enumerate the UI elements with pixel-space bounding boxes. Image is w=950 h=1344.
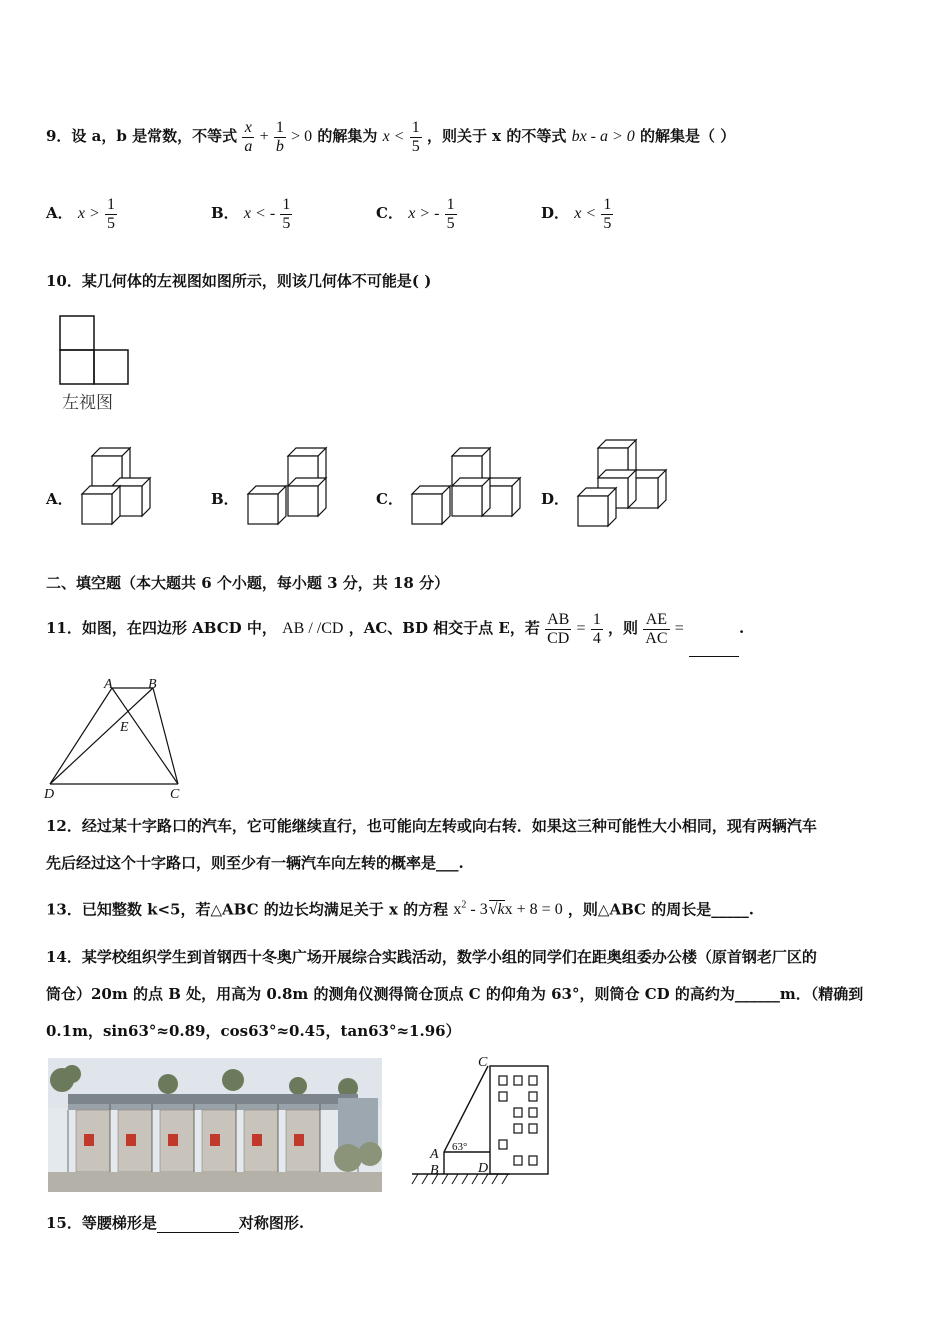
section-title: 二、填空题（本大题共 6 个小题，每小题 3 分，共 18 分）: [46, 574, 450, 592]
q9-plus: +: [259, 128, 269, 145]
q9-fraction-x-over-a: $\frac{x}{a}$: [244, 118, 253, 155]
silo-building-photo: [48, 1058, 382, 1192]
question-15: 15．等腰梯形是 对称图形.: [46, 1214, 305, 1232]
question-12-line2: 先后经过这个十字路口，则至少有一辆汽车向左转的概率是___.: [46, 854, 464, 872]
q10-option-d-label[interactable]: D．: [541, 490, 570, 508]
left-view-square-top: [60, 316, 94, 350]
label-d: D: [478, 1161, 489, 1176]
label-c: C: [478, 1055, 488, 1070]
q10-option-a-label[interactable]: A．: [46, 490, 73, 508]
question-14-line1: 14．某学校组织学生到首钢西十冬奥广场开展综合实践活动，数学小组的同学们在距奥组委办公楼（原首钢老厂区的: [46, 948, 817, 966]
q11-answer-blank[interactable]: [689, 600, 739, 657]
q10-cubes-d[interactable]: [574, 438, 674, 534]
q9-gt-zero: > 0: [291, 128, 313, 145]
q11-ratio-value: $\frac{1}{4}$: [592, 610, 601, 647]
q9-option-b[interactable]: B． x < - $\frac{1}{5}$: [211, 195, 291, 232]
segment-ac: [112, 688, 178, 784]
q9-mid-text-2: ，则关于 x 的不等式: [426, 127, 567, 145]
question-10: 10．某几何体的左视图如图所示，则该几何体不可能是( ): [46, 272, 432, 290]
question-14-line3: 0.1m，sin63°≈0.89，cos63°≈0.45，tan63°≈1.96）: [46, 1022, 461, 1040]
q10-option-b-label[interactable]: B．: [211, 490, 239, 508]
q9-mid-text: 的解集为: [317, 127, 378, 145]
angle-label: 63°: [452, 1141, 468, 1153]
question-11: 11．如图，在四边形 ABCD 中， AB / /CD ，AC、BD 相交于点 E，若 $\frac{AB}{CD}$ = $\frac{1}{4}$ ，则 $\frac{AE}{AC}$ = .: [46, 600, 744, 656]
q11-quadrilateral-figure: [40, 674, 200, 802]
left-view-square-bottom-right: [94, 350, 128, 384]
q10-option-c-label[interactable]: C．: [376, 490, 403, 508]
q14-silo-diagram: [410, 1052, 560, 1192]
label-b: B: [430, 1163, 439, 1178]
label-a: A: [104, 677, 113, 692]
line-of-sight-ac: [444, 1066, 488, 1152]
label-c: C: [170, 787, 180, 802]
left-view-square-bottom-left: [60, 350, 94, 384]
q10-cubes-c[interactable]: [408, 446, 528, 530]
left-view-caption: 左视图: [62, 393, 113, 413]
label-b: B: [148, 677, 157, 692]
q11-parallel: AB / /CD: [282, 620, 344, 637]
q9-suffix: 的解集是（ ）: [640, 127, 736, 145]
q9-inequality-2: bx - a > 0: [571, 128, 635, 145]
segment-ad: [50, 688, 112, 784]
q9-fraction-1-over-b: $\frac{1}{b}$: [275, 118, 284, 155]
segment-bd: [50, 688, 153, 784]
q13-equation: $x^2 - 3√kx + 8 = 0$: [453, 900, 563, 919]
question-9: [46, 108, 735, 164]
q11-ratio-ab-cd: $\frac{AB}{CD}$: [547, 610, 570, 647]
q10-cubes-b[interactable]: [244, 446, 334, 530]
q10-cubes-a[interactable]: [78, 446, 168, 530]
q9-option-c[interactable]: C． x > - $\frac{1}{5}$: [376, 195, 455, 232]
q9-option-a[interactable]: A． x > $\frac{1}{5}$: [46, 195, 116, 232]
q9-solution-fraction: $\frac{1}{5}$: [411, 118, 420, 155]
question-14-line2: 筒仓）20m 的点 B 处，用高为 0.8m 的测角仪测得筒仓顶点 C 的仰角为 63°，则筒仓 CD 的高约为______m．（精确到: [46, 985, 864, 1003]
label-e: E: [120, 720, 129, 735]
segment-bc: [153, 688, 178, 784]
q15-answer-blank[interactable]: [157, 1214, 239, 1233]
label-a: A: [430, 1147, 439, 1162]
label-d: D: [44, 787, 55, 802]
q9-prefix: 9．设 a，b 是常数，不等式: [46, 127, 238, 145]
question-13: 13．已知整数 k<5，若△ABC 的边长均满足关于 x 的方程 $x^2 - 3√kx + 8 = 0$ ，则△ABC 的周长是_____.: [46, 900, 754, 919]
q9-solution-x: x <: [382, 128, 405, 145]
question-12-line1: 12．经过某十字路口的汽车，它可能继续直行，也可能向左转或向右转．如果这三种可能性大小相同，现有两辆汽车: [46, 817, 817, 835]
q9-option-d[interactable]: D． x < $\frac{1}{5}$: [541, 195, 612, 232]
q11-ratio-ae-ac: $\frac{AE}{AC}$: [645, 610, 668, 647]
